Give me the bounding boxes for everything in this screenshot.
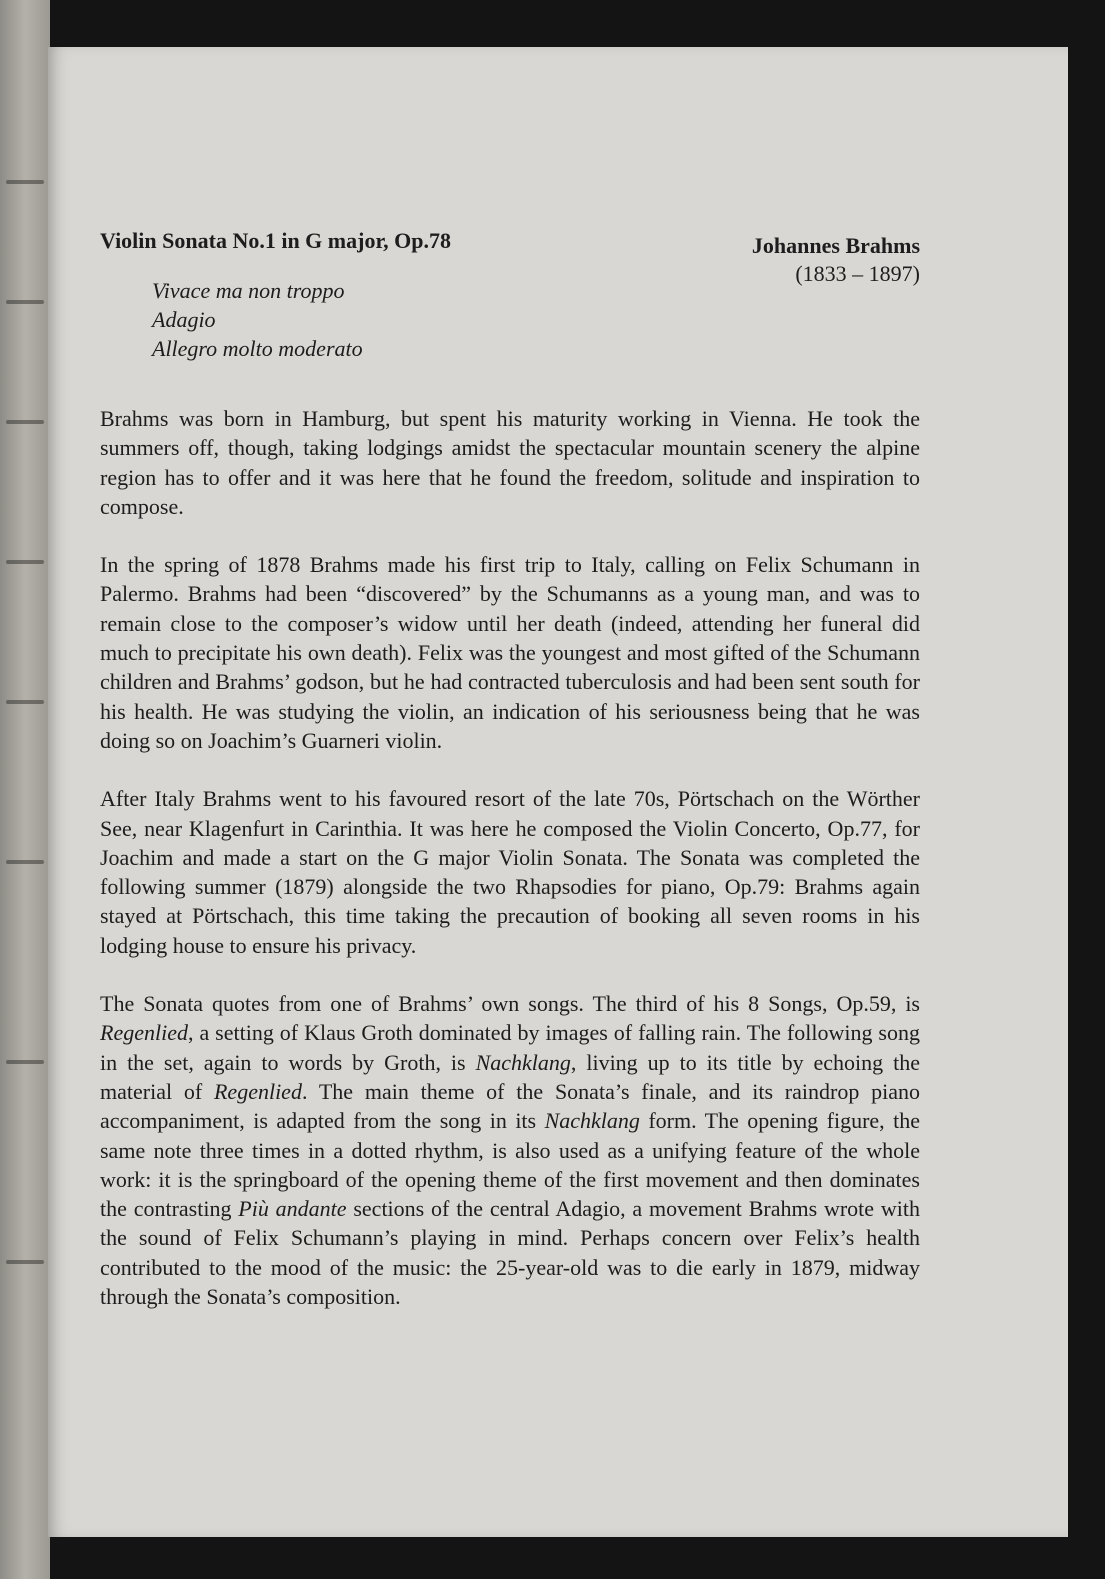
- bleed-through-mark: [6, 700, 44, 704]
- paragraph-portschach: After Italy Brahms went to his favoured resort of the late 70s, Pörtschach on the Wörther See, near Klagenfurt in Carinthia. It was here he composed the Violin Concerto, Op.77, for Joachim and made a start on the G major Violin Sonata. The Sonata was completed the following summer (1879) alongside the two Rhapsodies for piano, Op.79: Brahms again stayed at Pörtschach, this time taking the precaution of booking all seven rooms in his lodging house to ensure his privacy.: [100, 786, 920, 958]
- movement-item: Vivace ma non troppo: [152, 278, 345, 303]
- composer-dates: (1833 – 1897): [795, 261, 920, 286]
- tempo-marking: Più andante: [238, 1196, 347, 1222]
- text-run: sections of the central Adagio, a movement Brahms wrote with the sound of Felix Schumann’s playing in mind. Perhaps concern over Felix’s health contributed to the mood of the music: the 25-year-old was to die early in 1879, midway through the Sonata’s composition.: [100, 1196, 920, 1310]
- bleed-through-mark: [6, 1060, 44, 1064]
- song-title-regenlied: Regenlied: [100, 1020, 188, 1046]
- work-title: Violin Sonata No.1 in G major, Op.78: [100, 228, 452, 253]
- text-run: form. The opening figure, the same note three times in a dotted rhythm, is also used as a unifying feature of the whole work: it is the springboard of the opening theme of the first movement and then dominates the contrasting: [100, 1108, 920, 1222]
- bleed-through-mark: [6, 560, 44, 564]
- programme-notes: [100, 404, 920, 1340]
- bleed-through-mark: [6, 180, 44, 184]
- song-title-nachklang: Nachklang: [544, 1108, 640, 1134]
- movement-list: [152, 276, 363, 363]
- bleed-through-mark: [6, 420, 44, 424]
- text-run: , a setting of Klaus Groth dominated by images of falling rain. The following song in the set, again to words by Groth, is: [100, 1020, 920, 1075]
- text-run: , living up to its title by echoing the material of: [100, 1049, 920, 1104]
- programme-header: [100, 228, 920, 368]
- song-title-regenlied: Regenlied: [213, 1078, 302, 1104]
- facing-page-edge: [0, 0, 50, 1579]
- composer-name: Johannes Brahms: [751, 233, 920, 258]
- movement-item: Adagio: [152, 307, 216, 332]
- bleed-through-mark: [6, 1260, 44, 1264]
- bleed-through-mark: [6, 300, 44, 304]
- paragraph-biography: Brahms was born in Hamburg, but spent his maturity working in Vienna. He took the summers off, though, taking lodgings amidst the spectacular mountain scenery the alpine region has to offer and it was here that he found the freedom, solitude and inspiration to compose.: [100, 406, 920, 519]
- song-title-nachklang: Nachklang: [475, 1049, 571, 1075]
- paragraph-italy-trip: In the spring of 1878 Brahms made his first trip to Italy, calling on Felix Schumann in Palermo. Brahms had been “discovered” by the Schumanns as a young man, and was to remain close to the composer’s widow until her death (indeed, attending her funeral did much to precipitate his own death). Felix was the youngest and most gifted of the Schumann children and Brahms’ godson, but he had contracted tuberculosis and had been sent south for his health. He was studying the violin, an indication of his seriousness being that he was doing so on Joachim’s Guarneri violin.: [100, 552, 920, 753]
- movement-item: Allegro molto moderato: [152, 336, 363, 361]
- composer-block: [752, 232, 920, 288]
- bleed-through-mark: [6, 860, 44, 864]
- paragraph-song-quotation: [100, 989, 920, 1311]
- text-run: The Sonata quotes from one of Brahms’ own songs. The third of his 8 Songs, Op.59, is: [100, 991, 920, 1017]
- text-run: . The main theme of the Sonata’s finale, and its raindrop piano accompaniment, is adapted from the song in its: [100, 1078, 920, 1134]
